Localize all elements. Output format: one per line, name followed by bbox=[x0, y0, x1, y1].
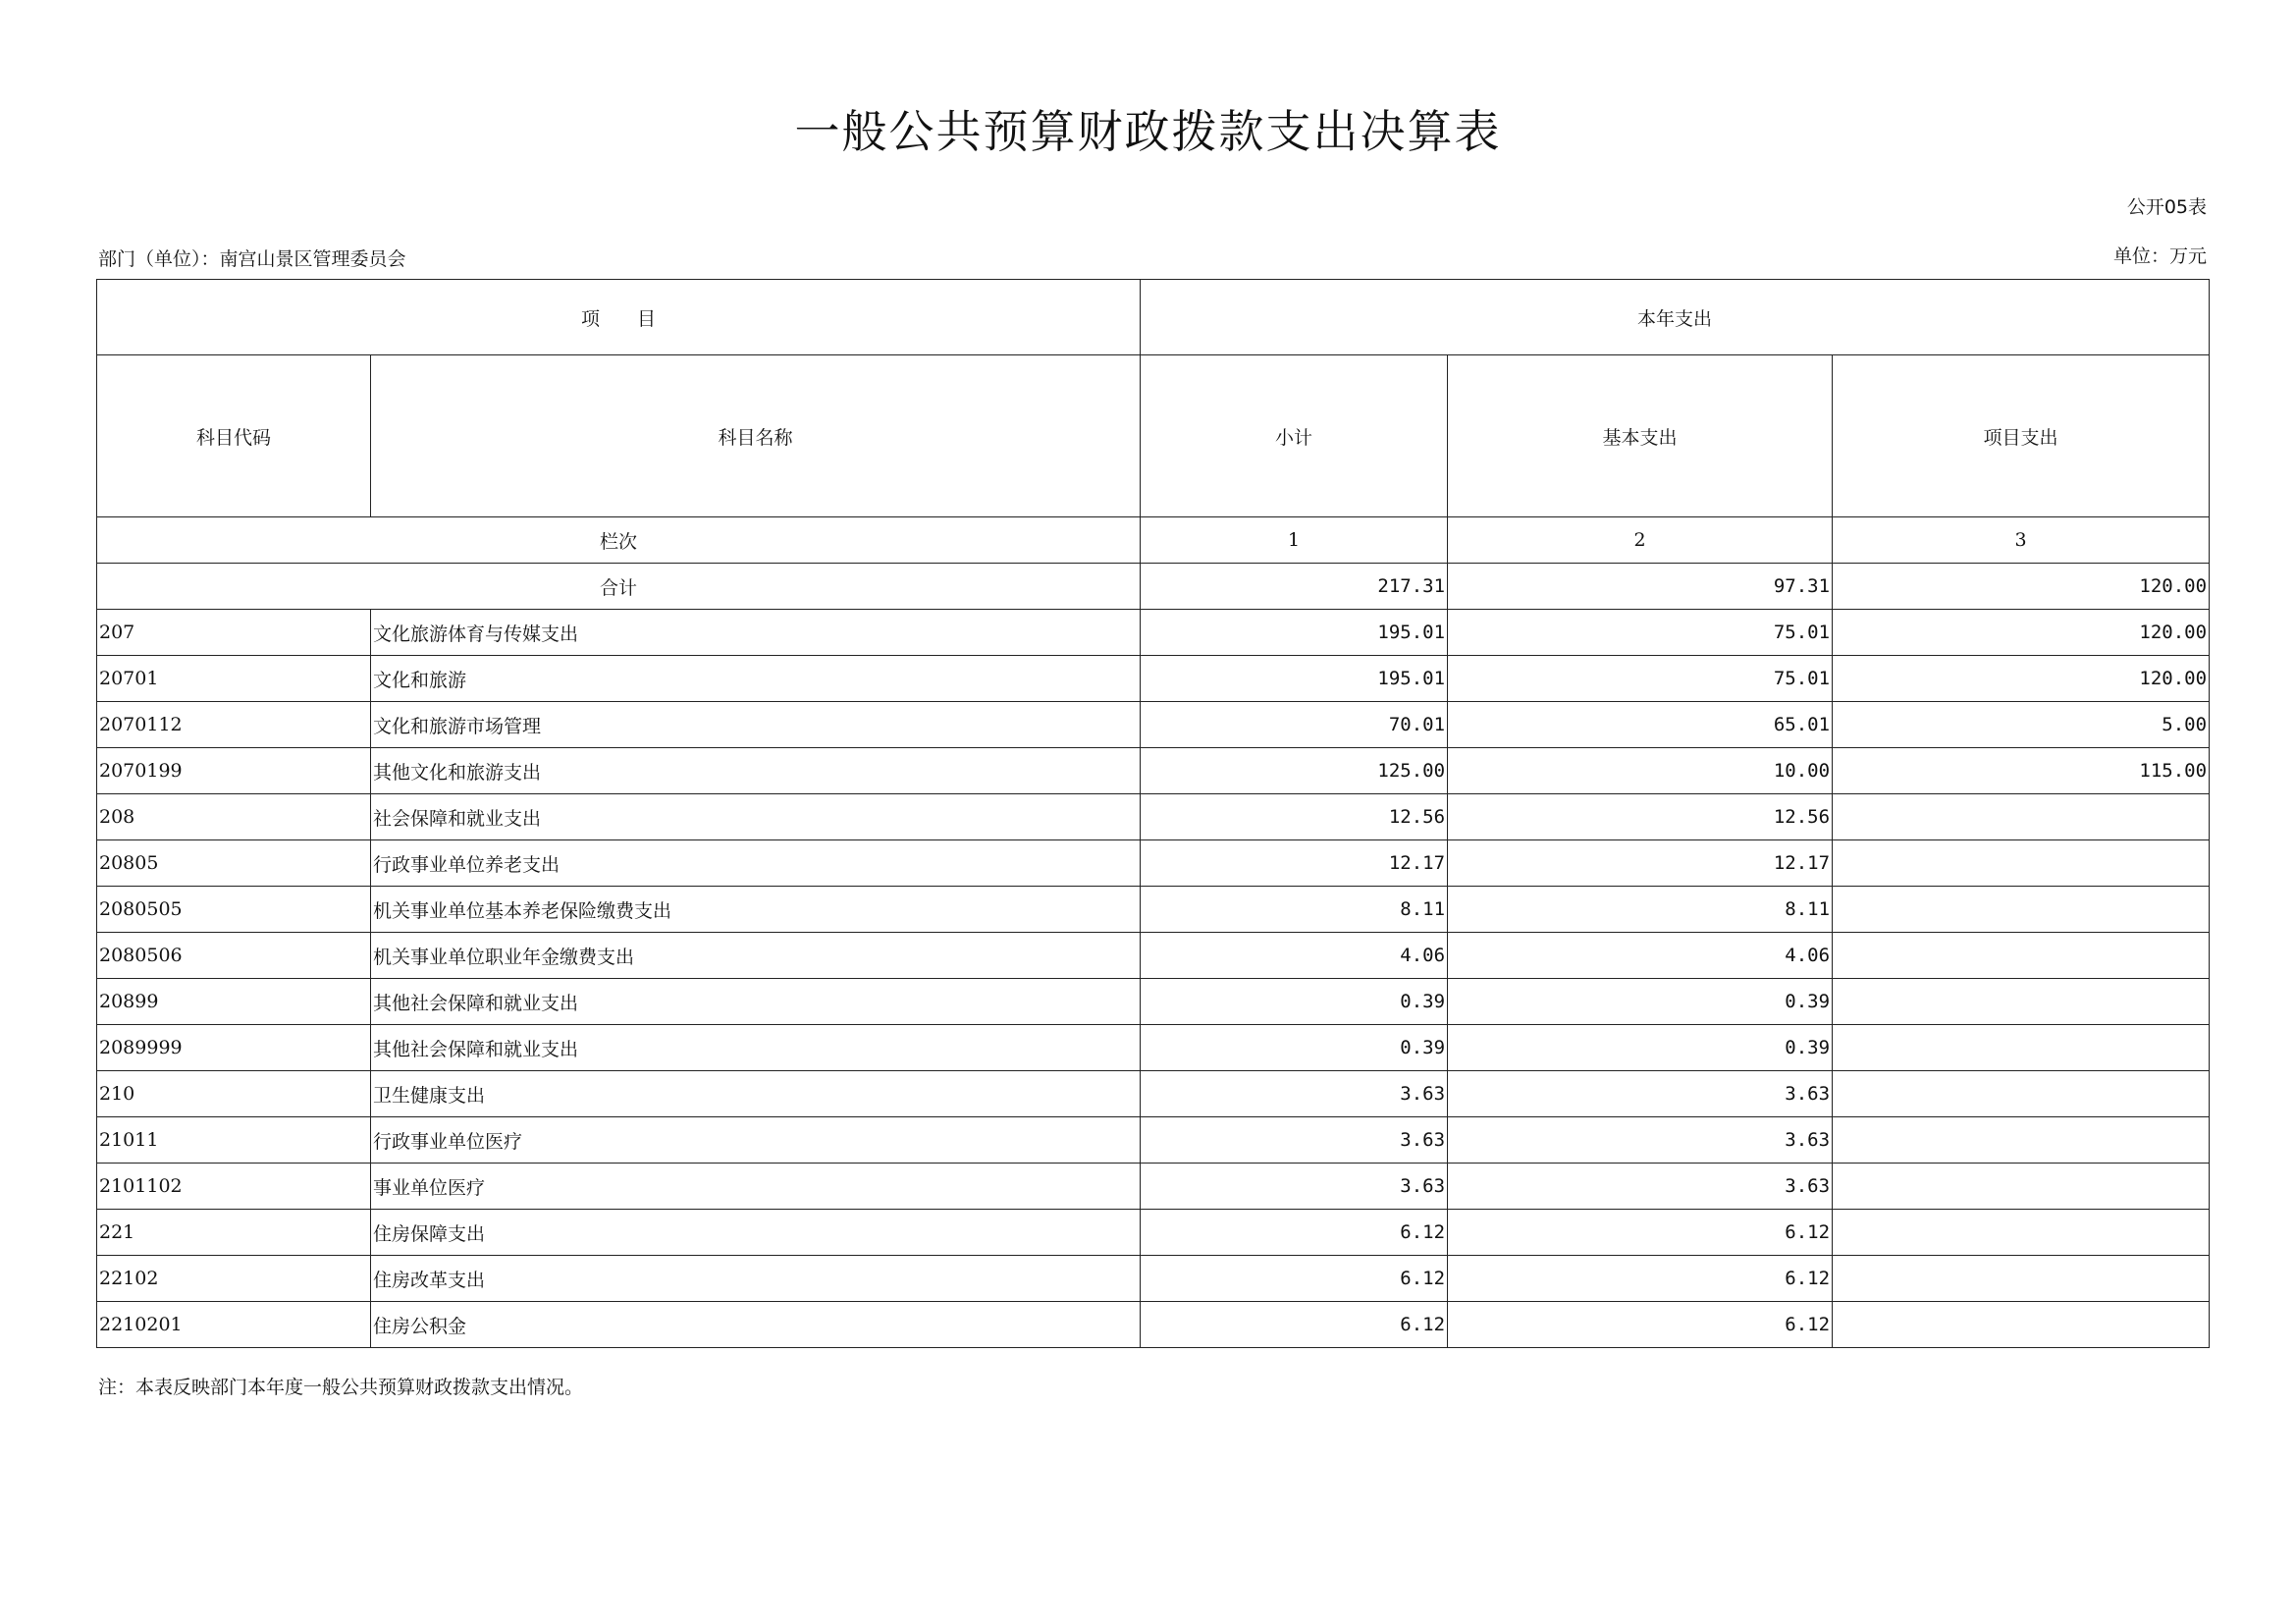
header-project-exp: 项目支出 bbox=[1833, 355, 2210, 517]
row-basic: 0.39 bbox=[1448, 1025, 1833, 1071]
row-code: 2089999 bbox=[97, 1025, 371, 1071]
row-code: 2080506 bbox=[97, 933, 371, 979]
row-code: 2101102 bbox=[97, 1164, 371, 1210]
row-code: 2070112 bbox=[97, 702, 371, 748]
row-subtotal: 12.17 bbox=[1141, 840, 1448, 887]
row-code: 2070199 bbox=[97, 748, 371, 794]
total-label: 合计 bbox=[97, 564, 1141, 610]
row-subtotal: 70.01 bbox=[1141, 702, 1448, 748]
row-basic: 6.12 bbox=[1448, 1256, 1833, 1302]
total-subtotal: 217.31 bbox=[1141, 564, 1448, 610]
total-project: 120.00 bbox=[1833, 564, 2210, 610]
row-code: 20701 bbox=[97, 656, 371, 702]
row-project bbox=[1833, 887, 2210, 933]
row-name: 机关事业单位基本养老保险缴费支出 bbox=[371, 887, 1141, 933]
column-2: 2 bbox=[1448, 517, 1833, 564]
department-label: 部门（单位）：南宫山景区管理委员会 bbox=[98, 248, 406, 270]
row-subtotal: 6.12 bbox=[1141, 1302, 1448, 1348]
row-basic: 75.01 bbox=[1448, 656, 1833, 702]
row-project bbox=[1833, 1117, 2210, 1164]
header-name: 科目名称 bbox=[371, 355, 1141, 517]
row-subtotal: 0.39 bbox=[1141, 979, 1448, 1025]
row-name: 住房保障支出 bbox=[371, 1210, 1141, 1256]
header-row-1 bbox=[97, 280, 2210, 355]
row-subtotal: 8.11 bbox=[1141, 887, 1448, 933]
table-row bbox=[97, 794, 2210, 840]
row-code: 208 bbox=[97, 794, 371, 840]
row-subtotal: 195.01 bbox=[1141, 656, 1448, 702]
form-number: 公开05表 bbox=[2126, 196, 2207, 218]
row-code: 20899 bbox=[97, 979, 371, 1025]
header-code: 科目代码 bbox=[97, 355, 371, 517]
row-basic: 3.63 bbox=[1448, 1071, 1833, 1117]
row-project bbox=[1833, 794, 2210, 840]
header-row-2 bbox=[97, 355, 2210, 517]
row-project bbox=[1833, 1302, 2210, 1348]
row-name: 机关事业单位职业年金缴费支出 bbox=[371, 933, 1141, 979]
row-name: 社会保障和就业支出 bbox=[371, 794, 1141, 840]
total-row bbox=[97, 564, 2210, 610]
table-row bbox=[97, 933, 2210, 979]
row-name: 文化和旅游市场管理 bbox=[371, 702, 1141, 748]
row-code: 207 bbox=[97, 610, 371, 656]
row-project: 120.00 bbox=[1833, 610, 2210, 656]
table-row bbox=[97, 1210, 2210, 1256]
row-name: 其他文化和旅游支出 bbox=[371, 748, 1141, 794]
row-basic: 8.11 bbox=[1448, 887, 1833, 933]
row-subtotal: 3.63 bbox=[1141, 1117, 1448, 1164]
table-row bbox=[97, 1302, 2210, 1348]
row-code: 22102 bbox=[97, 1256, 371, 1302]
row-subtotal: 4.06 bbox=[1141, 933, 1448, 979]
header-project: 项 目 bbox=[97, 280, 1141, 355]
row-basic: 6.12 bbox=[1448, 1210, 1833, 1256]
table-row bbox=[97, 1256, 2210, 1302]
row-code: 210 bbox=[97, 1071, 371, 1117]
table-row bbox=[97, 1071, 2210, 1117]
row-name: 事业单位医疗 bbox=[371, 1164, 1141, 1210]
table-row bbox=[97, 610, 2210, 656]
page-title: 一般公共预算财政拨款支出决算表 bbox=[794, 105, 1502, 158]
row-name: 住房改革支出 bbox=[371, 1256, 1141, 1302]
row-project: 115.00 bbox=[1833, 748, 2210, 794]
row-project bbox=[1833, 933, 2210, 979]
row-basic: 3.63 bbox=[1448, 1117, 1833, 1164]
row-name: 文化和旅游 bbox=[371, 656, 1141, 702]
expenditure-table bbox=[96, 279, 2210, 1348]
row-project bbox=[1833, 1256, 2210, 1302]
row-name: 文化旅游体育与传媒支出 bbox=[371, 610, 1141, 656]
row-subtotal: 0.39 bbox=[1141, 1025, 1448, 1071]
row-project: 120.00 bbox=[1833, 656, 2210, 702]
row-name: 卫生健康支出 bbox=[371, 1071, 1141, 1117]
column-number-row bbox=[97, 517, 2210, 564]
row-subtotal: 3.63 bbox=[1141, 1071, 1448, 1117]
row-basic: 65.01 bbox=[1448, 702, 1833, 748]
table-row bbox=[97, 702, 2210, 748]
row-code: 20805 bbox=[97, 840, 371, 887]
header-subtotal: 小计 bbox=[1141, 355, 1448, 517]
row-basic: 75.01 bbox=[1448, 610, 1833, 656]
total-basic: 97.31 bbox=[1448, 564, 1833, 610]
row-code: 221 bbox=[97, 1210, 371, 1256]
row-project bbox=[1833, 1164, 2210, 1210]
row-subtotal: 12.56 bbox=[1141, 794, 1448, 840]
row-basic: 0.39 bbox=[1448, 979, 1833, 1025]
row-basic: 4.06 bbox=[1448, 933, 1833, 979]
row-subtotal: 125.00 bbox=[1141, 748, 1448, 794]
row-project bbox=[1833, 1210, 2210, 1256]
table-row bbox=[97, 1164, 2210, 1210]
row-project bbox=[1833, 1025, 2210, 1071]
row-name: 住房公积金 bbox=[371, 1302, 1141, 1348]
row-code: 2210201 bbox=[97, 1302, 371, 1348]
row-project bbox=[1833, 1071, 2210, 1117]
row-subtotal: 6.12 bbox=[1141, 1210, 1448, 1256]
row-project: 5.00 bbox=[1833, 702, 2210, 748]
column-label: 栏次 bbox=[97, 517, 1141, 564]
row-subtotal: 6.12 bbox=[1141, 1256, 1448, 1302]
row-basic: 3.63 bbox=[1448, 1164, 1833, 1210]
column-1: 1 bbox=[1141, 517, 1448, 564]
row-basic: 6.12 bbox=[1448, 1302, 1833, 1348]
row-name: 其他社会保障和就业支出 bbox=[371, 1025, 1141, 1071]
row-name: 其他社会保障和就业支出 bbox=[371, 979, 1141, 1025]
row-basic: 12.17 bbox=[1448, 840, 1833, 887]
row-basic: 10.00 bbox=[1448, 748, 1833, 794]
row-name: 行政事业单位医疗 bbox=[371, 1117, 1141, 1164]
table-note: 注：本表反映部门本年度一般公共预算财政拨款支出情况。 bbox=[98, 1377, 584, 1398]
unit-label: 单位：万元 bbox=[2112, 245, 2207, 267]
row-basic: 12.56 bbox=[1448, 794, 1833, 840]
row-subtotal: 3.63 bbox=[1141, 1164, 1448, 1210]
table-row bbox=[97, 840, 2210, 887]
row-project bbox=[1833, 979, 2210, 1025]
table-row bbox=[97, 1025, 2210, 1071]
table-row bbox=[97, 1117, 2210, 1164]
table-row bbox=[97, 748, 2210, 794]
row-code: 2080505 bbox=[97, 887, 371, 933]
row-project bbox=[1833, 840, 2210, 887]
column-3: 3 bbox=[1833, 517, 2210, 564]
row-code: 21011 bbox=[97, 1117, 371, 1164]
table-row bbox=[97, 656, 2210, 702]
row-name: 行政事业单位养老支出 bbox=[371, 840, 1141, 887]
table-row bbox=[97, 979, 2210, 1025]
table-row bbox=[97, 887, 2210, 933]
header-current-year: 本年支出 bbox=[1141, 280, 2210, 355]
header-basic: 基本支出 bbox=[1448, 355, 1833, 517]
row-subtotal: 195.01 bbox=[1141, 610, 1448, 656]
